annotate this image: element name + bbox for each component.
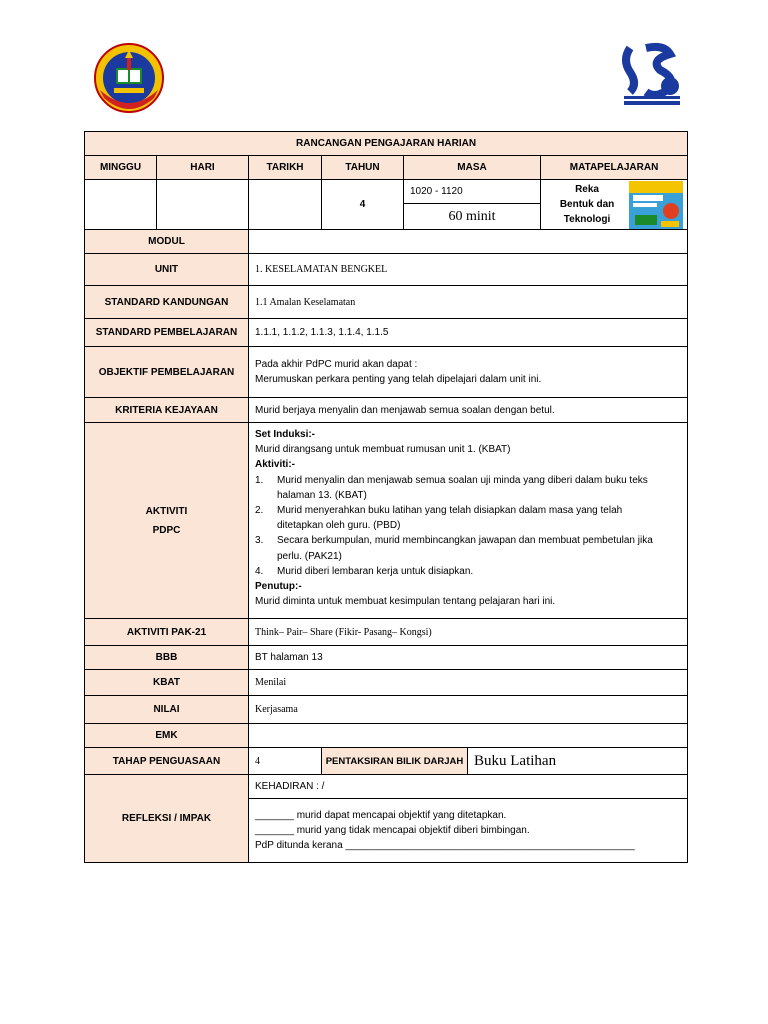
masa-header: MASA <box>404 156 541 180</box>
kriteria-row <box>85 398 688 423</box>
subject-cell <box>541 180 688 230</box>
nilai-label: NILAI <box>85 696 249 724</box>
aktiviti-label-line-1: AKTIVITI <box>145 505 188 517</box>
tarikh-header: TARIKH <box>249 156 322 180</box>
step-number: 2. <box>255 505 264 517</box>
subject-line-2: Bentuk dan <box>559 199 615 210</box>
objektif-row <box>85 347 688 398</box>
standard-kandungan-label: STANDARD KANDUNGAN <box>85 286 249 319</box>
hari-value <box>157 180 249 230</box>
penutup-heading: Penutup:- <box>255 581 302 593</box>
set-induksi-text: Murid dirangsang untuk membuat rumusan unit 1. (KBAT) <box>255 444 511 456</box>
standard-kandungan-value: 1.1 Amalan Keselamatan <box>249 286 688 319</box>
activity-step <box>255 473 681 503</box>
activity-step <box>255 503 681 533</box>
objektif-line-1: Pada akhir PdPC murid akan dapat : <box>255 359 418 370</box>
objektif-value <box>249 347 688 398</box>
pbd-cell <box>322 748 688 775</box>
kbat-row <box>85 670 688 696</box>
emk-row <box>85 724 688 748</box>
hari-header: HARI <box>157 156 249 180</box>
refleksi-label: REFLEKSI / IMPAK <box>85 775 249 863</box>
objektif-label: OBJEKTIF PEMBELAJARAN <box>85 347 249 398</box>
aktiviti-content <box>249 423 688 619</box>
minggu-value <box>85 180 157 230</box>
kehadiran-value: KEHADIRAN : / <box>249 775 688 799</box>
step-text-continued: ditetapkan oleh guru. (PBD) <box>277 520 401 532</box>
unit-value: 1. KESELAMATAN BENGKEL <box>249 254 688 286</box>
tahap-row <box>85 748 688 775</box>
subject-line-3: Teknologi <box>563 214 611 225</box>
penutup-text: Murid diminta untuk membuat kesimpulan tentang pelajaran hari ini. <box>255 596 556 608</box>
modul-value <box>249 230 688 254</box>
kbat-value: Menilai <box>249 670 688 696</box>
activity-step <box>255 533 681 563</box>
nilai-row <box>85 696 688 724</box>
activity-step <box>255 564 681 579</box>
aktiviti-row <box>85 423 688 619</box>
tarikh-value <box>249 180 322 230</box>
kriteria-value: Murid berjaya menyalin dan menjawab semua soalan dengan betul. <box>249 398 688 423</box>
modul-label: MODUL <box>85 230 249 254</box>
refleksi-value <box>249 799 688 863</box>
pak21-row <box>85 619 688 646</box>
matapelajaran-header: MATAPELAJARAN <box>541 156 688 180</box>
kehadiran-row <box>85 775 688 799</box>
subject-line-1: Reka <box>575 184 599 195</box>
kbat-label: KBAT <box>85 670 249 696</box>
standard-kandungan-row <box>85 286 688 319</box>
standard-pembelajaran-label: STANDARD PEMBELAJARAN <box>85 319 249 347</box>
refleksi-line-2: _______ murid yang tidak mencapai objektif diberi bimbingan. <box>255 825 530 836</box>
tahap-label: TAHAP PENGUASAAN <box>85 748 249 775</box>
pbd-label: PENTAKSIRAN BILIK DARJAH <box>322 748 468 774</box>
unit-row <box>85 254 688 286</box>
pbd-value: Buku Latihan <box>474 752 557 769</box>
ministry-25-logo <box>620 40 684 108</box>
step-text: Murid menyalin dan menjawab semua soalan uji minda yang diberi dalam buku teks <box>277 474 648 486</box>
aktiviti-label-line-2: PDPC <box>152 524 181 536</box>
modul-row <box>85 230 688 254</box>
set-induksi-heading: Set Induksi:- <box>255 429 316 440</box>
emk-label: EMK <box>85 724 249 748</box>
bbb-label: BBB <box>85 646 249 670</box>
minggu-header: MINGGU <box>85 156 157 180</box>
step-text-continued: halaman 13. (KBAT) <box>277 489 367 501</box>
values-row-top <box>85 180 688 204</box>
masa-duration: 60 minit <box>404 204 541 230</box>
subject-name <box>545 182 629 227</box>
standard-pembelajaran-row <box>85 319 688 347</box>
emk-value <box>249 724 688 748</box>
title-row <box>85 132 688 156</box>
bbb-row <box>85 646 688 670</box>
textbook-cover-icon <box>629 181 683 229</box>
step-text: Murid menyerahkan buku latihan yang telah disiapkan dalam masa yang telah <box>277 505 623 517</box>
refleksi-line-3: PdP ditunda kerana ____________________________________________________ <box>255 840 635 851</box>
standard-pembelajaran-value: 1.1.1, 1.1.2, 1.1.3, 1.1.4, 1.1.5 <box>249 319 688 347</box>
step-number: 1. <box>255 474 264 486</box>
pak21-value: Think– Pair– Share (Fikir- Pasang– Kongsi) <box>249 619 688 646</box>
aktiviti-label <box>85 423 249 619</box>
school-crest-logo <box>94 42 164 114</box>
kriteria-label: KRITERIA KEJAYAAN <box>85 398 249 423</box>
tahun-value: 4 <box>322 180 404 230</box>
step-text: Murid diberi lembaran kerja untuk disiapkan. <box>277 565 474 577</box>
objektif-line-2: Merumuskan perkara penting yang telah dipelajari dalam unit ini. <box>255 374 542 385</box>
tahap-value: 4 <box>249 748 322 775</box>
step-text-continued: perlu. (PAK21) <box>277 550 342 562</box>
pak21-label: AKTIVITI PAK-21 <box>85 619 249 646</box>
masa-time: 1020 - 1120 <box>404 180 541 204</box>
bbb-value: BT halaman 13 <box>249 646 688 670</box>
step-number: 3. <box>255 535 264 547</box>
column-header-row <box>85 156 688 180</box>
step-text: Secara berkumpulan, murid membincangkan jawapan dan membuat pembetulan jika <box>277 535 653 547</box>
lesson-plan-table <box>84 131 688 863</box>
unit-label: UNIT <box>85 254 249 286</box>
refleksi-line-1: _______ murid dapat mencapai objektif yang ditetapkan. <box>255 810 507 821</box>
tahun-header: TAHUN <box>322 156 404 180</box>
step-number: 4. <box>255 565 264 577</box>
nilai-value: Kerjasama <box>249 696 688 724</box>
aktiviti-heading: Aktiviti:- <box>255 459 295 471</box>
form-title: RANCANGAN PENGAJARAN HARIAN <box>85 132 688 156</box>
